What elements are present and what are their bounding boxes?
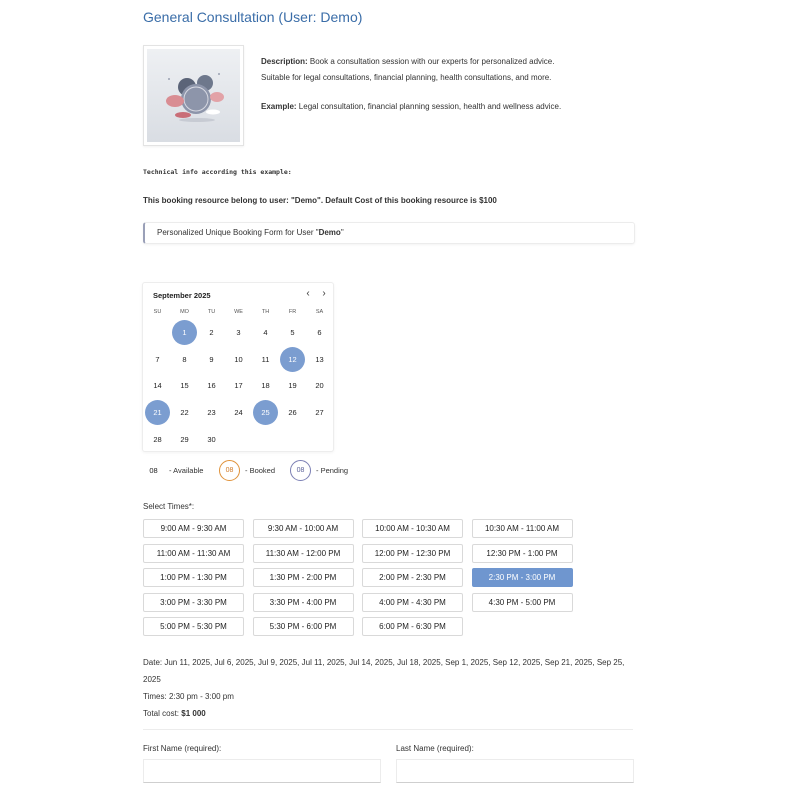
time-slot-button[interactable]: 4:30 PM - 5:00 PM: [472, 593, 573, 612]
summary-times-label: Times:: [143, 692, 169, 701]
calendar-day[interactable]: [225, 346, 252, 373]
description-line-2: Suitable for legal consultations, financial planning, health consultations, and more.: [261, 73, 552, 82]
time-slot-button[interactable]: 5:00 PM - 5:30 PM: [143, 617, 244, 636]
calendar-day-number: 21: [145, 400, 170, 425]
consultation-illustration: [147, 49, 240, 142]
description-text: Book a consultation session with our experts for personalized advice.: [307, 57, 555, 66]
time-slot-button[interactable]: 2:00 PM - 2:30 PM: [362, 568, 463, 587]
time-slot-button[interactable]: 2:30 PM - 3:00 PM: [472, 568, 573, 587]
time-slot-button[interactable]: 9:30 AM - 10:00 AM: [253, 519, 354, 538]
first-name-label: First Name (required):: [143, 744, 222, 753]
legend-booked-label: - Booked: [245, 466, 276, 475]
note-suffix: ": [340, 228, 344, 237]
description-label: Description:: [261, 57, 308, 66]
time-slot-button[interactable]: 12:00 PM - 12:30 PM: [362, 544, 463, 563]
calendar-day-number: 3: [236, 328, 241, 337]
calendar-day-number: 20: [315, 381, 324, 391]
weekday-header: FR: [288, 309, 297, 315]
calendar-day[interactable]: [252, 346, 279, 373]
calendar-day[interactable]: [144, 372, 171, 399]
first-name-input[interactable]: [143, 759, 381, 783]
legend-pending-label: - Pending: [316, 466, 349, 475]
summary-cost-label: Total cost:: [143, 709, 182, 718]
weekday-header: WE: [234, 309, 243, 315]
calendar-day[interactable]: [225, 399, 252, 426]
description-line: [261, 54, 641, 70]
calendar-day-number: 19: [288, 381, 297, 391]
calendar-day[interactable]: [225, 372, 252, 399]
time-slot-button[interactable]: 9:00 AM - 9:30 AM: [143, 519, 244, 538]
calendar-day-number: 30: [207, 434, 216, 444]
weekday-header: SU: [153, 309, 162, 315]
calendar-day[interactable]: [252, 372, 279, 399]
calendar-day[interactable]: [171, 399, 198, 426]
time-slot-button[interactable]: 10:00 AM - 10:30 AM: [362, 519, 463, 538]
technical-info-heading: Technical info according this example:: [143, 168, 292, 176]
example-line: [261, 99, 641, 115]
calendar-month: September 2025: [153, 291, 211, 300]
calendar-day-number: 4: [263, 328, 268, 337]
calendar-day-number: 11: [261, 354, 270, 364]
calendar-day-number: 10: [234, 354, 243, 364]
calendar-day[interactable]: [198, 346, 225, 373]
calendar-day-number: 17: [234, 381, 243, 391]
calendar-day[interactable]: [279, 399, 306, 426]
legend-booked-sample: 08: [219, 460, 240, 481]
page-title: General Consultation (User: Demo): [143, 9, 363, 25]
time-slot-button[interactable]: 12:30 PM - 1:00 PM: [472, 544, 573, 563]
example-label: Example:: [261, 102, 297, 111]
select-times-label: Select Times*:: [143, 502, 195, 511]
calendar-day-number: 24: [234, 408, 243, 418]
calendar-day-number: 2: [209, 328, 214, 337]
calendar-day[interactable]: [279, 346, 306, 373]
booking-calendar: [142, 282, 334, 452]
weekday-header: MO: [180, 309, 189, 315]
calendar-day-number: 15: [180, 381, 189, 391]
legend-booked: [219, 460, 275, 481]
calendar-day-number: 5: [290, 328, 295, 337]
time-slot-button[interactable]: 3:00 PM - 3:30 PM: [143, 593, 244, 612]
time-slot-button[interactable]: 4:00 PM - 4:30 PM: [362, 593, 463, 612]
calendar-day-number: 23: [207, 408, 216, 418]
description-block: [261, 54, 641, 115]
calendar-day-number: 9: [209, 354, 214, 364]
legend-pending: [290, 460, 348, 481]
calendar-day[interactable]: [198, 319, 225, 346]
weekday-header: TH: [261, 309, 270, 315]
example-text: Legal consultation, financial planning session, health and wellness advice.: [296, 102, 562, 111]
calendar-day-number: 7: [155, 354, 160, 364]
summary-times-value: 2:30 pm - 3:00 pm: [168, 692, 234, 701]
calendar-day-number: 26: [288, 408, 297, 418]
calendar-day[interactable]: [144, 346, 171, 373]
calendar-day[interactable]: [279, 319, 306, 346]
prev-month-icon[interactable]: ‹: [306, 288, 310, 299]
time-slot-button[interactable]: 10:30 AM - 11:00 AM: [472, 519, 573, 538]
calendar-day[interactable]: [279, 372, 306, 399]
summary-date-label: Date:: [143, 658, 165, 667]
calendar-day-number: 6: [317, 328, 322, 337]
summary-dates: [143, 654, 633, 688]
time-slot-button[interactable]: 3:30 PM - 4:00 PM: [253, 593, 354, 612]
resource-owner-info: This booking resource belong to user: "Demo". Default Cost of this booking resource is $100: [143, 196, 497, 205]
calendar-day[interactable]: [225, 319, 252, 346]
time-slot-button[interactable]: 1:30 PM - 2:00 PM: [253, 568, 354, 587]
calendar-day[interactable]: [306, 346, 333, 373]
calendar-day-number: 28: [153, 434, 162, 444]
calendar-day[interactable]: [198, 372, 225, 399]
note-prefix: Personalized Unique Booking Form for User ": [157, 228, 319, 237]
calendar-day[interactable]: [171, 346, 198, 373]
calendar-day[interactable]: [306, 372, 333, 399]
calendar-day[interactable]: [144, 426, 171, 453]
legend-available-sample: 08: [149, 466, 158, 475]
calendar-day[interactable]: [198, 426, 225, 453]
last-name-label: Last Name (required):: [396, 744, 474, 753]
calendar-day[interactable]: [171, 426, 198, 453]
legend-pending-sample: 08: [290, 460, 311, 481]
next-month-icon[interactable]: ›: [322, 288, 326, 299]
calendar-day-number: 18: [261, 381, 270, 391]
legend-available: [143, 460, 203, 481]
time-slot-button[interactable]: 6:00 PM - 6:30 PM: [362, 617, 463, 636]
time-slot-button[interactable]: 5:30 PM - 6:00 PM: [253, 617, 354, 636]
divider: [143, 729, 633, 730]
calendar-day[interactable]: [252, 399, 279, 426]
calendar-day-number: 16: [207, 381, 216, 391]
summary-cost: [143, 705, 633, 722]
calendar-day-number: 13: [315, 354, 324, 364]
calendar-day-number: 8: [182, 354, 187, 364]
calendar-day[interactable]: [306, 319, 333, 346]
time-slot-button[interactable]: 11:00 AM - 11:30 AM: [143, 544, 244, 563]
time-slot-button[interactable]: 11:30 AM - 12:00 PM: [253, 544, 354, 563]
last-name-input[interactable]: [396, 759, 634, 783]
summary-date-values: Jun 11, 2025, Jul 6, 2025, Jul 9, 2025, Jul 11, 2025, Jul 14, 2025, Jul 18, 2025, Sep 1, 2025, Sep 12, 2025, Sep 21, 2025, Sep 25, 2025: [143, 658, 625, 684]
resource-image: [143, 45, 244, 146]
calendar-day[interactable]: [171, 319, 198, 346]
summary-times: [143, 688, 633, 705]
time-slot-button[interactable]: 1:00 PM - 1:30 PM: [143, 568, 244, 587]
weekday-header: TU: [207, 309, 216, 315]
summary-cost-value: $1 000: [181, 709, 206, 718]
calendar-day-number: 29: [180, 434, 189, 444]
calendar-day-number: 27: [315, 408, 324, 418]
weekday-header: SA: [315, 309, 324, 315]
note-user: Demo: [318, 228, 341, 237]
calendar-day-number: 14: [153, 381, 162, 391]
calendar-day-number: 25: [253, 400, 278, 425]
booking-form-note: [143, 222, 635, 244]
calendar-day-number: 12: [280, 347, 305, 372]
calendar-day[interactable]: [144, 399, 171, 426]
calendar-day-number: 22: [180, 408, 189, 418]
calendar-day[interactable]: [171, 372, 198, 399]
calendar-day[interactable]: [252, 319, 279, 346]
booking-summary: [143, 654, 633, 722]
calendar-day[interactable]: [198, 399, 225, 426]
calendar-day-number: 1: [172, 320, 197, 345]
calendar-day[interactable]: [306, 399, 333, 426]
legend-available-label: - Available: [169, 466, 204, 475]
